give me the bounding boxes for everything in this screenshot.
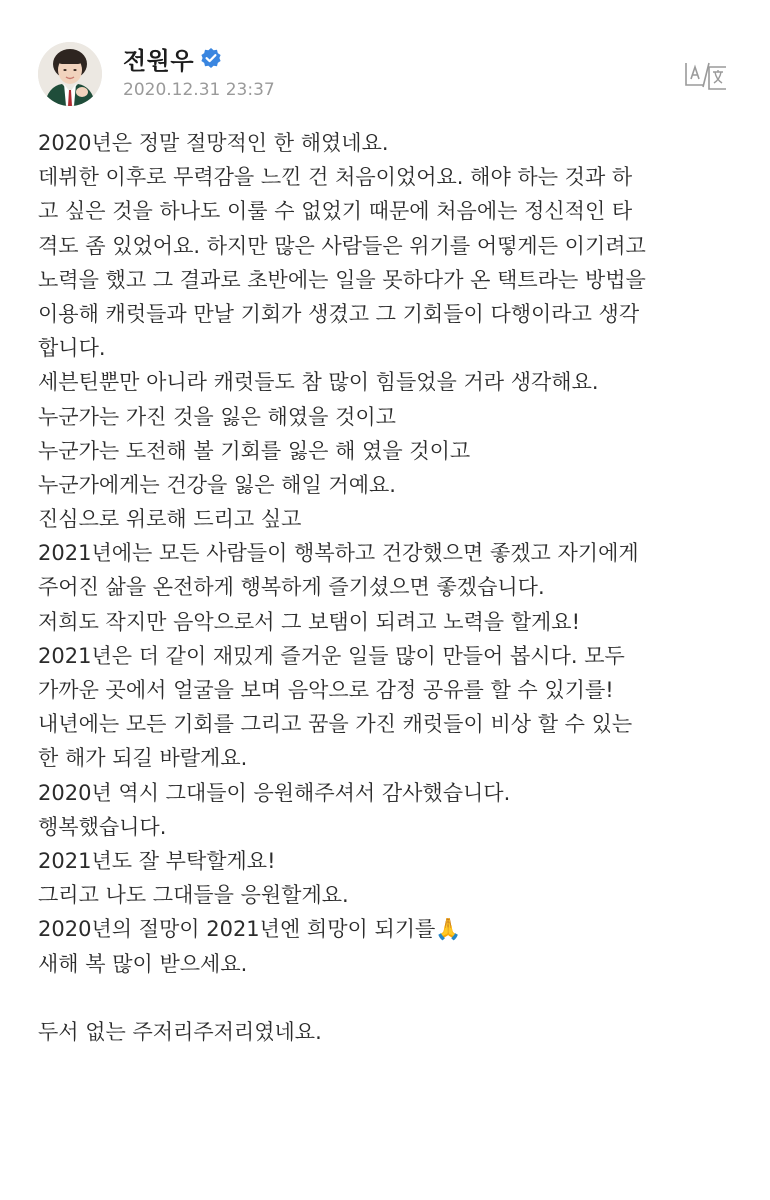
post-line: 새해 복 많이 받으세요. [38,951,248,976]
post-line: 저희도 작지만 음악으로서 그 보탬이 되려고 노력을 할게요! [38,609,581,634]
post-line: 이용해 캐럿들과 만날 기회가 생겼고 그 기회들이 다행이라고 생각 [38,301,640,326]
post-line: 두서 없는 주저리주저리였네요. [38,1019,322,1044]
post-line: 2021년에는 모든 사람들이 행복하고 건강했으면 좋겠고 자기에게 [38,541,639,566]
post-line: 격도 좀 있었어요. 하지만 많은 사람들은 위기를 어떻게든 이기려고 [38,233,646,258]
author-name[interactable]: 전원우 [123,46,195,75]
post-line: 행복했습니다. [38,814,167,839]
post-line: 진심으로 위로해 드리고 싶고 [38,507,302,532]
post-line: 고 싶은 것을 하나도 이룰 수 없었기 때문에 처음에는 정신적인 타 [38,199,633,224]
post-header [0,0,770,120]
post-line: 누군가는 도전해 볼 기회를 잃은 해 였을 것이고 [38,438,471,463]
post-line: 2021년도 잘 부탁할게요! [38,848,276,873]
post-line: 2020년은 정말 절망적인 한 해였네요. [38,131,389,155]
post-line: 노력을 했고 그 결과로 초반에는 일을 못하다가 온 택트라는 방법을 [38,267,646,292]
post-date: 2020.12.31 23:37 [123,80,275,100]
post-blank-line [38,981,738,1015]
post-line: 2020년의 절망이 2021년엔 희망이 되기를🙏 [38,917,462,942]
post-line: 데뷔한 이후로 무력감을 느낀 건 처음이었어요. 해야 하는 것과 하 [38,165,633,190]
post-line: 세븐틴뿐만 아니라 캐럿들도 참 많이 힘들었을 거라 생각해요. [38,370,599,395]
post-line: 누군가는 가진 것을 잃은 해였을 것이고 [38,404,396,429]
post-line: 한 해가 되길 바랄게요. [38,746,248,771]
post-line: 그리고 나도 그대들을 응원할게요. [38,883,349,908]
post-line: 누군가에게는 건강을 잃은 해일 거예요. [38,472,396,497]
avatar[interactable] [38,42,102,106]
author-name-row [123,42,222,74]
avatar-photo [38,42,102,106]
post-line: 내년에는 모든 기회를 그리고 꿈을 가진 캐럿들이 비상 할 수 있는 [38,712,633,737]
post-line: 가까운 곳에서 얼굴을 보며 음악으로 감정 공유를 할 수 있기를! [38,678,614,702]
translate-icon[interactable] [683,59,729,93]
verified-badge-icon [200,47,222,69]
post-line: 2021년은 더 같이 재밌게 즐거운 일들 많이 만들어 봅시다. 모두 [38,643,625,668]
post-line: 2020년 역시 그대들이 응원해주셔서 감사했습니다. [38,780,511,805]
post-body [38,126,738,1049]
post-line: 주어진 삶을 온전하게 행복하게 즐기셨으면 좋겠습니다. [38,575,545,600]
post-line: 합니다. [38,336,106,361]
